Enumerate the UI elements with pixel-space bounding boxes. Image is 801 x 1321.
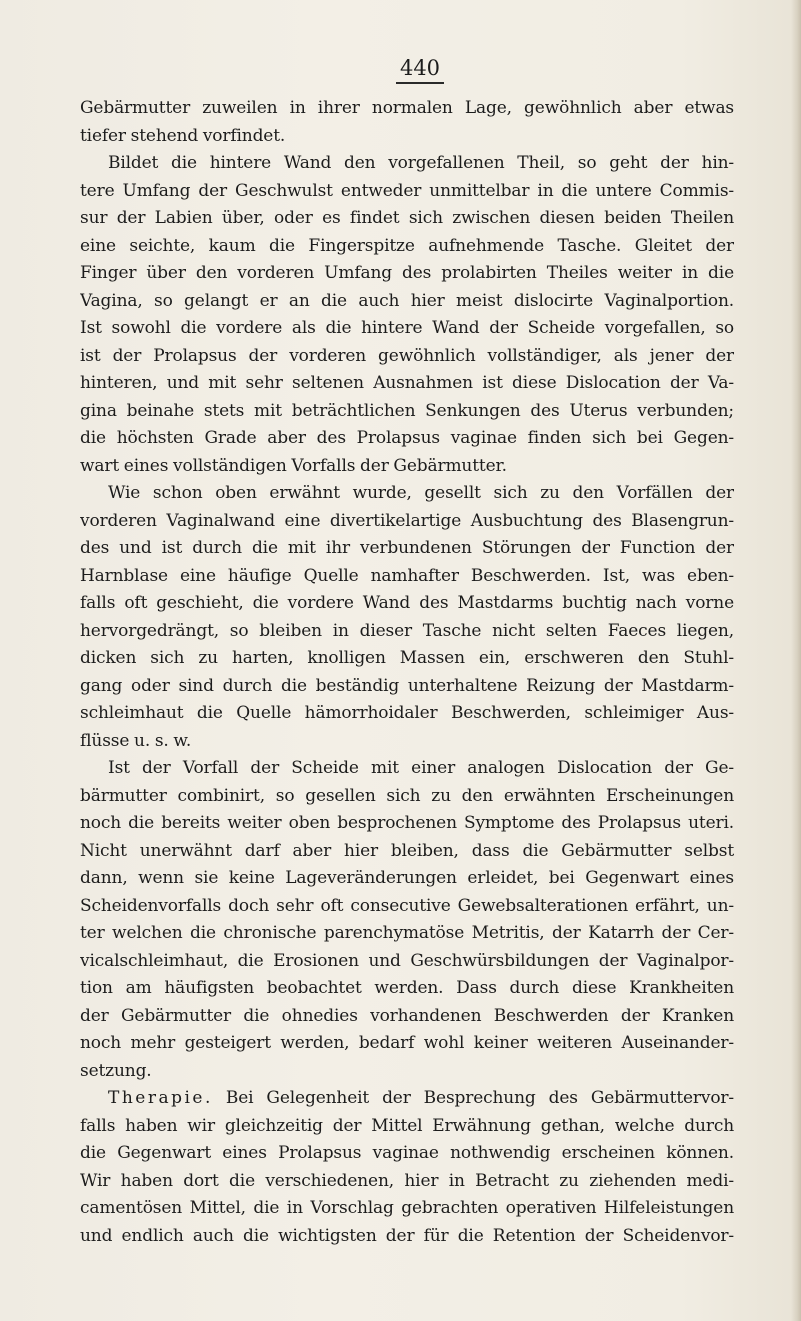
text-line: falls haben wir gleichzeitig der Mittel Erwähnung gethan, welche durch [80,1115,734,1136]
text-line: ter welchen die chronische parenchymatöse Metritis, der Katarrh der Cer- [80,923,734,943]
text-line: dann, wenn sie keine Lageveränderungen erleidet, bei Gegenwart eines [80,868,734,888]
text-line: schleimhaut die Quelle hämorrhoidaler Beschwerden, schleimiger Aus- [80,703,734,723]
text-line: Harnblase eine häufige Quelle namhafter Beschwerden. Ist, was eben- [80,565,734,586]
section-heading-word: Therapie. [108,1088,213,1108]
text-line: die höchsten Grade aber des Prolapsus vaginae finden sich bei Gegen- [80,428,734,448]
text-line: Gebärmutter zuweilen in ihrer normalen Lage, gewöhnlich aber etwas [80,98,734,118]
text-line: Bildet die hintere Wand den vorgefallenen Theil, so geht der hin- [108,153,734,173]
text-line: tion am häufigsten beobachtet werden. Dass durch diese Krankheiten [80,978,734,998]
text-line: hinteren, und mit sehr seltenen Ausnahmen ist diese Dislocation der Va- [80,373,734,393]
page-edge-shadow [791,0,801,1321]
text-line: Nicht unerwähnt darf aber hier bleiben, dass die Gebärmutter selbst [80,840,734,861]
body-text [80,95,734,1250]
text-line: gang oder sind durch die beständig unterhaltene Reizung der Mastdarm- [80,675,734,696]
text-line: gina beinahe stets mit beträchtlichen Senkungen des Uterus verbunden; [80,400,734,421]
text-line: camentösen Mittel, die in Vorschlag gebrachten operativen Hilfeleistungen [80,1198,734,1218]
text-line: noch die bereits weiter oben besprochenen Symptome des Prolapsus uteri. [80,813,734,833]
text-line: falls oft geschieht, die vordere Wand des Mastdarms buchtig nach vorne [80,593,734,613]
text-line: Finger über den vorderen Umfang des prolabirten Theiles weiter in die [80,263,734,283]
text-line: flüsse u. s. w. [80,730,192,751]
text-line: Ist sowohl die vordere als die hintere Wand der Scheide vorgefallen, so [80,318,734,338]
text-line: tiefer stehend vorfindet. [80,125,286,146]
text-line: Therapie. Bei Gelegenheit der Besprechung des Gebärmuttervor- [108,1088,734,1108]
page-number-rule [396,82,444,84]
text-line: Vagina, so gelangt er an die auch hier meist dislocirte Vaginalportion. [80,290,734,311]
text-line: dicken sich zu harten, knolligen Massen ein, erschweren den Stuhl- [80,648,734,668]
page-number: 440 [399,56,441,80]
text-line: vicalschleimhaut, die Erosionen und Geschwürsbildungen der Vaginalpor- [80,950,734,971]
text-line: und endlich auch die wichtigsten der für die Retention der Scheidenvor- [80,1225,734,1246]
text-line: wart eines vollständigen Vorfalls der Gebärmutter. [80,455,507,476]
text-line: der Gebärmutter die ohnedies vorhandenen Beschwerden der Kranken [80,1005,734,1026]
text-line: Wir haben dort die verschiedenen, hier in Betracht zu ziehenden medi- [80,1170,734,1191]
text-line: Ist der Vorfall der Scheide mit einer analogen Dislocation der Ge- [108,758,734,778]
text-line: des und ist durch die mit ihr verbundenen Störungen der Function der [80,538,734,558]
text-line: tere Umfang der Geschwulst entweder unmittelbar in die untere Commis- [80,180,734,201]
text-line: ist der Prolapsus der vorderen gewöhnlich vollständiger, als jener der [80,345,734,366]
text-line: Wie schon oben erwähnt wurde, gesellt sich zu den Vorfällen der [108,483,734,503]
text-line: setzung. [80,1060,152,1081]
text-line: die Gegenwart eines Prolapsus vaginae nothwendig erscheinen können. [80,1143,734,1163]
text-line: hervorgedrängt, so bleiben in dieser Tasche nicht selten Faeces liegen, [80,620,734,641]
text-line: noch mehr gesteigert werden, bedarf wohl keiner weiteren Auseinander- [80,1033,734,1053]
text-line: eine seichte, kaum die Fingerspitze aufnehmende Tasche. Gleitet der [80,235,734,256]
text-line: bärmutter combinirt, so gesellen sich zu den erwähnten Erscheinungen [80,785,734,806]
text-line: Scheidenvorfalls doch sehr oft consecutive Gewebsalterationen erfährt, un- [80,895,734,916]
text-line: sur der Labien über, oder es findet sich zwischen diesen beiden Theilen [80,208,734,228]
text-line: vorderen Vaginalwand eine divertikelartige Ausbuchtung des Blasengrun- [80,510,734,531]
